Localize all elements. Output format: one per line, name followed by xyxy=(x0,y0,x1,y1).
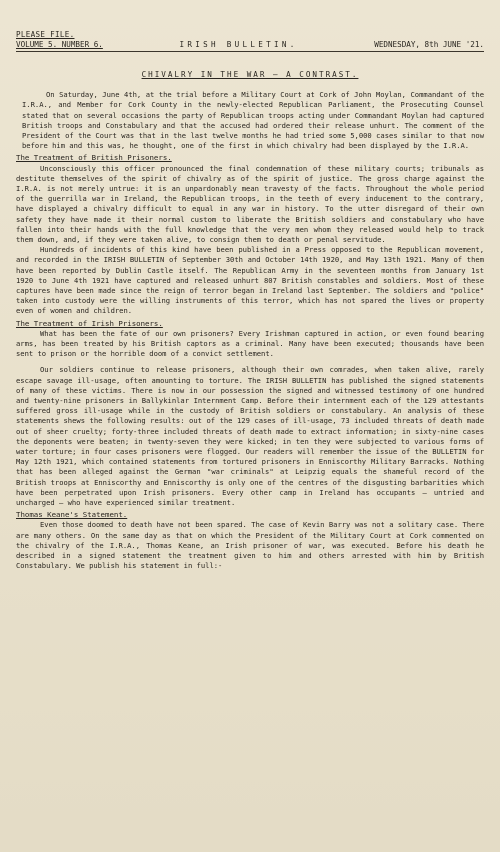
article-title: CHIVALRY IN THE WAR — A CONTRAST. xyxy=(141,69,359,79)
british-paragraph-2: Hundreds of incidents of this kind have been published in a Press opposed to the Republican movement, and recorded in the IRISH BULLETIN of September 30th and October 14th 1920, and May 13th 1921. Many of them have been reported by Dublin Castle itself. The Republican Army in the seventeen months from January 1st 1920 to June 4th 1921 have captured and released unhurt 807 British constables and soldiers. Most of these captures have been made since the reign of terror began in Ireland last September. The soldiers and "police" taken into custody were the willing instruments of this terror, which has not spared the lives or property even of women and children. xyxy=(16,245,484,316)
publication-title: IRISH BULLETIN. xyxy=(179,40,298,50)
keane-paragraph: Even those doomed to death have not been spared. The case of Kevin Barry was not a solitary case. There are many others. On the same day as that on which the President of the Military Court at Cork commented on the chivalry of the I.R.A., Thomas Keane, an Irish prisoner of war, was executed. Before his death he described in a signed statement the treatment given to him and others arrested with him by British Constabulary. We publish his statement in full:- xyxy=(16,520,484,571)
issue-date: WEDNESDAY, 8th JUNE '21. xyxy=(374,40,484,50)
heading-british-prisoners: The Treatment of British Prisoners. xyxy=(16,153,172,163)
file-label: PLEASE FILE. xyxy=(16,30,75,39)
intro-paragraph: On Saturday, June 4th, at the trial before a Military Court at Cork of John Moylan, Commandant of the I.R.A., and Member for Cork County in the newly-elected Republican Parliament, the Prosecuting Counsel stated that on several occasions the party of Republican troops acting under Commandant Moylan had captured British troops and Constabulary and that the accused had ordered their release unhurt. The comment of the President of the Court was that in the last twelve months he had tried some 5,000 cases similar to that now before him and this was, he thought, one of the first in which chivalry had been displayed by the I.R.A. xyxy=(22,90,484,151)
irish-paragraph-1: What has been the fate of our own prisoners? Every Irishman captured in action, or even found bearing arms, has been treated by his British captors as a criminal. Many have been executed; thousands have been sent to prison or the horrible doom of a convict settlement. xyxy=(16,328,484,359)
heading-irish-prisoners: The Treatment of Irish Prisoners. xyxy=(16,318,163,328)
irish-paragraph-2: Our soldiers continue to release prisoners, although their own comrades, when taken alive, rarely escape savage ill-usage, often amounting to torture. The IRISH BULLETIN has published the signed statements of many of these victims. There is now in our possession the signed and witnessed testimony of one hundred and twenty-nine prisoners in Ballykinlar Internment Camp. Before their internment each of the 129 attestants suffered gross ill-usage while in the custody of British soldiers or constabulary. An analysis of these statements shews the following results: out of the 129 cases of ill-usage, 73 included threats of death made out of sheer cruelty; forty-three included threats of death made to extract information; in sixty-nine cases the deponents were beaten; in twenty-seven they were kicked; in ten they were subjected to various forms of water torture; in four cases prisoners were flogged. Our readers will remember the issue of the BULLETIN for May 12th 1921, which contained statements from tortured prisoners in Enniscorthy Military Barracks. Nothing that has been alleged against the German "war criminals" at Leipzig equals the shameful record of the British troops at Enniscorthy and Enniscorthy is only one of the centres of the disgusting barbarities which have been perpetrated upon Irish prisoners. Every other camp in Ireland has occupants — untried and uncharged — who have experienced similar treatment. xyxy=(16,365,484,508)
volume-number: VOLUME 5. NUMBER 6. xyxy=(16,40,103,50)
masthead xyxy=(16,40,484,52)
british-paragraph-1: Unconsciously this officer pronounced the final condemnation of these military courts; tribunals as destitute themselves of the spirit of chivalry as of the spirit of justice. The gross charge against the I.R.A. is not merely untrue: it is an unpardonably mean travesty of the facts. Throughout the whole period of the guerrilla war in Ireland, the Republican troops, in the teeth of every inducement to the contrary, have displayed a chivalry difficult to equal in any war in history. To the utter disregard of their own safety they have made it their normal custom to liberate the British soldiers and constabulary who have fallen into their hands with the full knowledge that the very men whom they released would help to track them down, and, if they were taken alive, to consign them to death or penal servitude. xyxy=(16,163,484,244)
heading-keane-statement: Thomas Keane's Statement. xyxy=(16,510,128,520)
